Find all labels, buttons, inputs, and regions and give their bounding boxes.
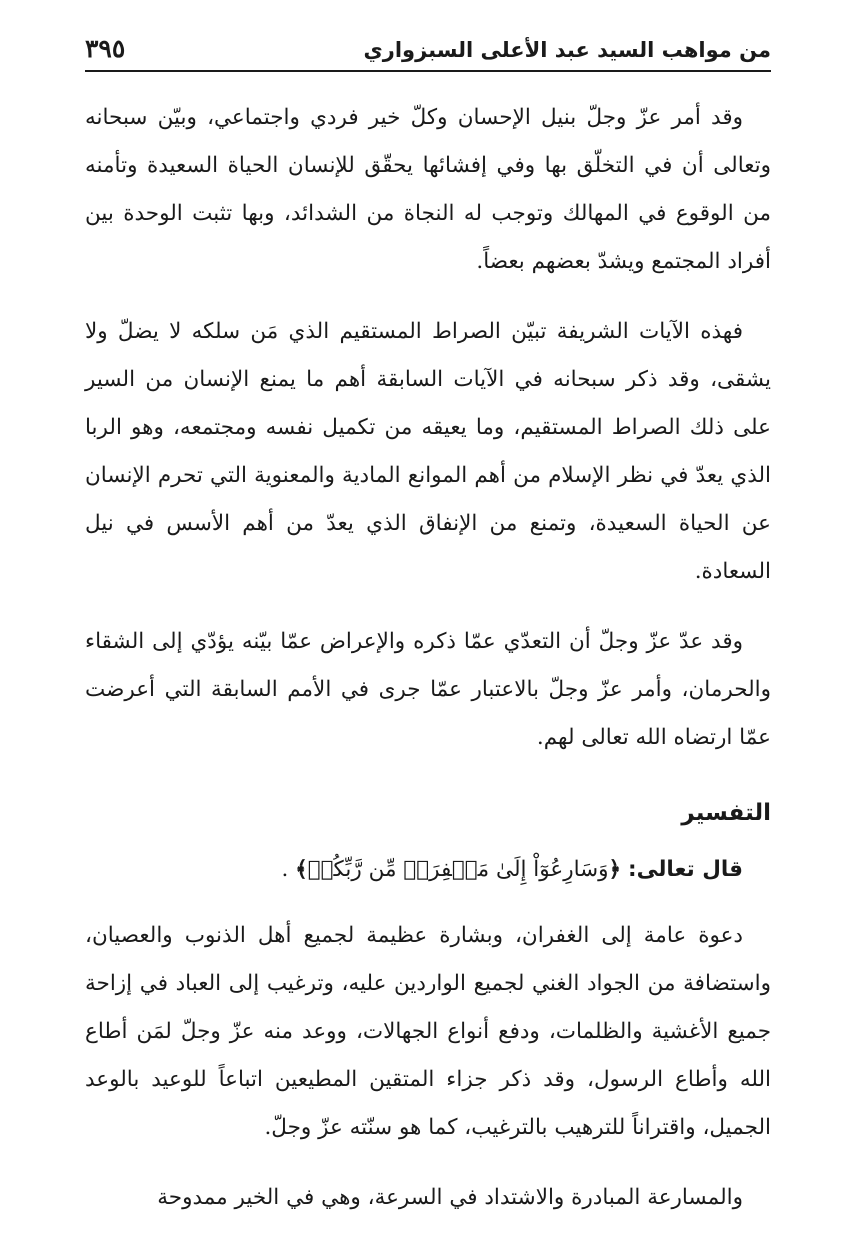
verse-open-bracket: ﴿ [608, 857, 622, 882]
quran-verse: وَسَارِعُوٓاْ إِلَىٰ مَغۡفِرَةٖ مِّن رَّبِّكُمۡ [307, 857, 609, 882]
verse-lead: قال تعالى: [628, 857, 743, 882]
verse-line [85, 846, 771, 894]
verse-close-bracket: ﴾ [295, 857, 308, 882]
page-body [85, 94, 771, 1222]
paragraph: وقد أمر عزّ وجلّ بنيل الإحسان وكلّ خير فردي واجتماعي، وبيّن سبحانه وتعالى أن في التخلّق بها وفي إفشائها يحقّق للإنسان الحياة السعيدة وتأمنه من الوقوع في المهالك وتوجب له النجاة من الشدائد، وبها تثبت الوحدة بين أفراد المجتمع ويشدّ بعضهم بعضاً. [85, 105, 771, 274]
paragraph: والمسارعة المبادرة والاشتداد في السرعة، وهي في الخير ممدوحة [157, 1185, 743, 1210]
paragraph: وقد عدّ عزّ وجلّ أن التعدّي عمّا ذكره والإعراض عمّا بيّنه يؤدّي إلى الشقاء والحرمان، وأمر عزّ وجلّ بالاعتبار عمّا جرى في الأمم السابقة التي أعرضت عمّا ارتضاه الله تعالى لهم. [85, 629, 771, 750]
page-header [85, 26, 771, 72]
verse-end-mark: . [281, 857, 289, 882]
section-heading: التفسير [681, 800, 771, 826]
paragraph: فهذه الآيات الشريفة تبيّن الصراط المستقيم الذي مَن سلكه لا يضلّ ولا يشقى، وقد ذكر سبحانه في الآيات السابقة أهم ما يمنع الإنسان من السير على ذلك الصراط المستقيم، وما يعيقه من تكميل نفسه ومجتمعه، وهو الربا الذي يعدّ في نظر الإسلام من أهم الموانع المادية والمعنوية التي تحرم الإنسان عن الحياة السعيدة، وتمنع من الإنفاق الذي يعدّ من أهم الأسس في نيل السعادة. [85, 319, 771, 584]
paragraph: دعوة عامة إلى الغفران، وبشارة عظيمة لجميع أهل الذنوب والعصيان، واستضافة من الجواد الغني لجميع الواردين عليه، وترغيب إلى العباد في إزاحة جميع الأغشية والظلمات، ودفع أنواع الجهالات، ووعد منه عزّ وجلّ لمَن أطاع الله وأطاع الرسول، وقد ذكر جزاء المتقين المطيعين اتباعاً للوعيد بالوعد الجميل، واقتراناً للترهيب بالترغيب، كما هو سنّته عزّ وجلّ. [85, 923, 771, 1140]
running-title: من مواهب السيد عبد الأعلى السبزواري [363, 38, 771, 62]
page-number: ٣٩٥ [85, 34, 126, 63]
